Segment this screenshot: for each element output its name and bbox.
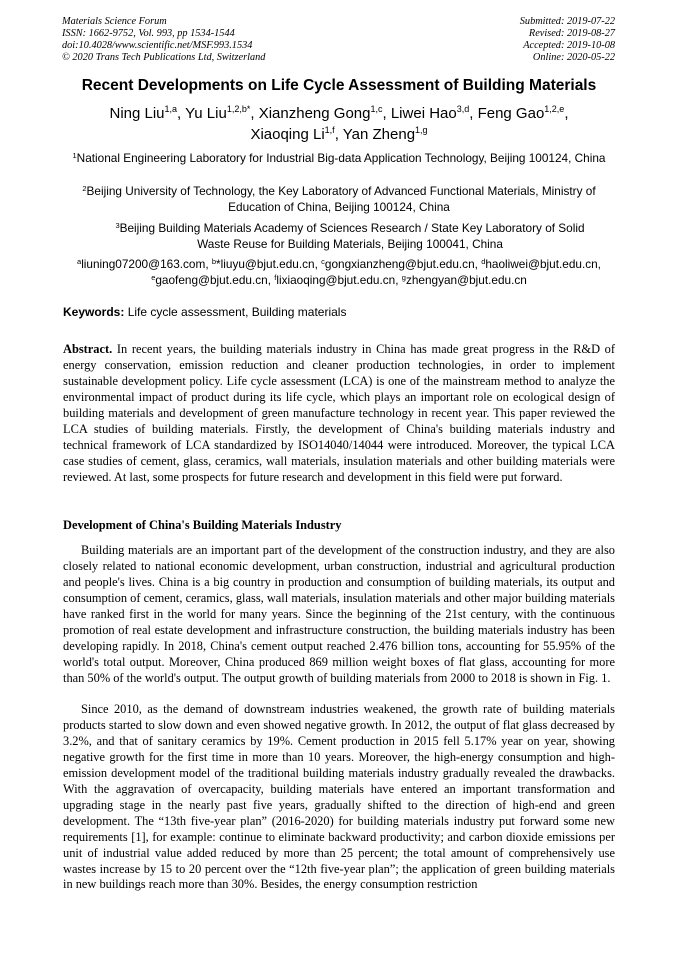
- abstract-text: In recent years, the building materials industry in China has made great progress in the R&D of energy conservation, emission reduction and cleaner production technologies, in order to implement sustainable development policy. Life cycle assessment (LCA) is one of the mainstream method to analyze the environmental impact of product during its life cycle, which plays an important role on ecological design of building materials and development of green manufacture technology in recent year. This paper reviewed the LCA studies of building materials. Firstly, the development of China's building materials industry and technical framework of LCA standardized by ISO14040/14044 were introduced. Moreover, the typical LCA case studies of cement, glass, ceramics, wall materials, insulation materials and other building materials were reviewed. At last, some prospects for future research and development in this field were put forward.: [63, 342, 615, 484]
- email-link[interactable]: gaofeng@bjut.edu.cn,: [155, 273, 275, 287]
- body-paragraph-2: Since 2010, as the demand of downstream industries weakened, the growth rate of building materials products started to slow down and even showed negative growth. In 2012, the output of flat glass decreased by 3.2%, and that of sanitary ceramics by 19%. Cement production in 2015 fell 5.17% year on year, showing negative growth for the first time in more than 10 years. Moreover, the high-energy consumption and high-emission development model of the traditional building materials industry gradually revealed the drawbacks. With the aggravation of overcapacity, building materials have entered an important transformation and upgrading stage in the nearly past five years, gradually shifted to the direction of high-end and green development. The “13th five-year plan” (2016-2020) for building materials industry put forward some new requirements [1], for example: continue to eliminate backward productivity; and carbon dioxide emissions per unit of industrial value added reduced by more than 25 percent; the total amount of comprehensively use wastes increase by 15 to 20 percent over the “12th five-year plan”; the application of green building materials in new buildings reach more than 30%. Besides, the energy consumption restriction: [63, 702, 615, 892]
- affiliation-2: $^2$Beijing University of Technology, the Key Laboratory of Advanced Functional Materials, Ministry of Education of China, Beijing 100124, China: [82, 184, 596, 214]
- email-link[interactable]: lixiaoqing@bjut.edu.cn,: [276, 273, 402, 287]
- email-link[interactable]: zhengyan@bjut.edu.cn: [405, 273, 527, 287]
- section-heading: Development of China's Building Materials Industry: [63, 518, 342, 532]
- journal-issn: ISSN: 1662-9752, Vol. 993, pp 1534-1544: [62, 28, 235, 39]
- author: Liwei Hao$^{3,d}$,: [390, 104, 478, 122]
- author: Ning Liu$^{1,a}$,: [109, 104, 186, 122]
- abstract-label: Abstract.: [63, 342, 113, 356]
- paper-title: Recent Developments on Life Cycle Assessment of Building Materials: [81, 77, 597, 94]
- author: Yu Liu$^{1,2,b*}$,: [185, 104, 259, 122]
- author: Xiaoqing Li$^{1,f}$,: [250, 125, 343, 143]
- email-link[interactable]: gongxianzheng@bjut.edu.cn,: [324, 257, 482, 271]
- author: Xianzheng Gong$^{1,c}$,: [258, 104, 391, 122]
- author-list: [60, 103, 618, 145]
- author: Yan Zheng$^{1,g}$: [342, 125, 428, 143]
- keywords: [63, 305, 346, 319]
- keywords-text: Life cycle assessment, Building materials: [124, 305, 347, 319]
- author: Feng Gao$^{1,2,e}$,: [477, 104, 569, 122]
- body-paragraph-1: Building materials are an important part of the development of the construction industry, and they are also closely related to national economic development, urban construction, industrial and agricultural production and people's lives. China is a big country in production and consumption of building materials, its output and consumption of cement, ceramics, glass, wall materials, insulation materials and other major building materials have ranked first in the world for many years. Since the beginning of the 21st century, with the continuous promotion of real estate development and infrastructure construction, the building materials industry has been developing rapidly. In 2018, China's cement output reached 2.476 billion tons, accounting for 55.95% of the world's total output. Moreover, China produced 869 million weight boxes of flat glass, accounting for more than 50% of the world's output. The output growth of building materials from 2000 to 2018 is shown in Fig. 1.: [63, 543, 615, 685]
- accepted-date: Accepted: 2019-10-08: [523, 40, 615, 51]
- keywords-label: Keywords:: [63, 305, 125, 319]
- online-date: Online: 2020-05-22: [532, 52, 615, 63]
- affiliation-1: $^1$National Engineering Laboratory for Industrial Big-data Application Technology, Beijing 100124, China: [72, 151, 606, 165]
- abstract: [63, 342, 615, 486]
- submitted-date: Submitted: 2019-07-22: [519, 16, 615, 27]
- journal-doi[interactable]: doi:10.4028/www.scientific.net/MSF.993.1534: [62, 40, 253, 51]
- email-link[interactable]: *liuyu@bjut.edu.cn,: [216, 257, 322, 271]
- email-link[interactable]: liuning07200@163.com,: [81, 257, 212, 271]
- submission-dates: [520, 16, 615, 64]
- journal-copyright: © 2020 Trans Tech Publications Ltd, Switzerland: [62, 52, 266, 63]
- author-emails: $^a$liuning07200@163.com, $^b$*liuyu@bjut.edu.cn, $^c$gongxianzheng@bjut.edu.cn, $^d$haoliwei@bjut.edu.cn, $^e$gaofeng@bjut.edu.cn, $^f$lixiaoqing@bjut.edu.cn, $^g$zhengyan@bjut.edu.cn: [77, 257, 601, 287]
- journal-info: [62, 16, 265, 64]
- affiliation-3: $^3$Beijing Building Materials Academy of Sciences Research / State Key Laboratory of Solid Waste Reuse for Building Materials, Beijing 100041, China: [115, 221, 585, 251]
- email-link[interactable]: haoliwei@bjut.edu.cn,: [485, 257, 601, 271]
- revised-date: Revised: 2019-08-27: [528, 28, 615, 39]
- journal-name: Materials Science Forum: [62, 16, 167, 27]
